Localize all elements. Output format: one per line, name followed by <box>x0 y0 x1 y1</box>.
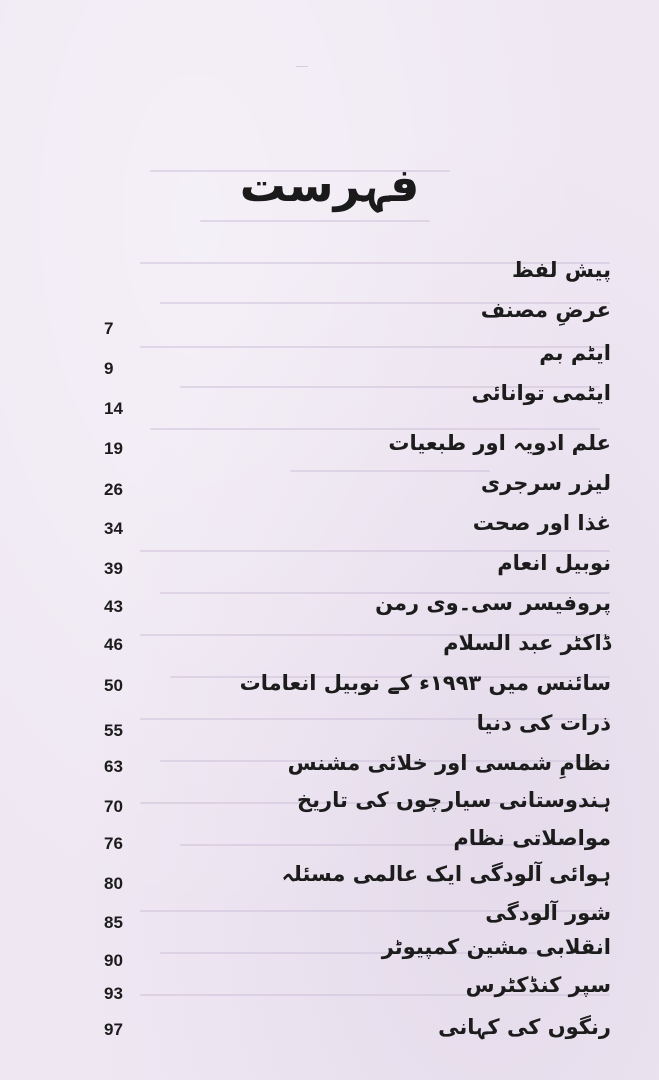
toc-entry-label: پیش لفظ <box>512 258 611 282</box>
toc-entry-label: ہوائی آلودگی ایک عالمی مسئلہ <box>281 862 611 886</box>
toc-page-number: 39 <box>104 559 123 578</box>
toc-entry-label: نظامِ شمسی اور خلائی مشنس <box>287 751 611 775</box>
toc-entry-label: انقلابی مشین کمپیوٹر <box>381 935 611 959</box>
page-mark <box>296 66 308 71</box>
toc-entry-label: سائنس میں ۱۹۹۳ء کے نوبیل انعامات <box>239 671 611 695</box>
toc-entry-label: عرضِ مصنف <box>480 298 611 322</box>
toc-page-number: 50 <box>104 676 123 695</box>
toc-page-number: 70 <box>104 797 123 816</box>
toc-page-number: 97 <box>104 1020 123 1039</box>
toc-entry-label: ہندوستانی سیارچوں کی تاریخ <box>297 788 611 812</box>
toc-page-number: 19 <box>104 439 123 458</box>
page-title: فہرست <box>239 158 420 212</box>
toc-page-number: 7 <box>104 319 114 338</box>
toc-page-number: 55 <box>104 721 123 740</box>
toc-entry-label: ڈاکٹر عبد السلام <box>443 631 611 655</box>
toc-page-number: 76 <box>104 834 123 853</box>
toc-page-number: 34 <box>104 519 123 538</box>
toc-page-number: 93 <box>104 984 123 1003</box>
toc-entry-label: غذا اور صحت <box>472 511 611 535</box>
toc-page-number: 63 <box>104 757 123 776</box>
toc-entry-label: ایٹم بم <box>539 341 611 365</box>
table-of-contents <box>0 255 659 1075</box>
toc-entry-label: مواصلاتی نظام <box>453 826 611 850</box>
toc-page-number: 9 <box>104 359 114 378</box>
toc-page-number: 43 <box>104 597 123 616</box>
toc-page-number: 85 <box>104 913 123 932</box>
toc-entry-label: شور آلودگی <box>485 901 611 925</box>
toc-page-number: 14 <box>104 399 123 418</box>
toc-page-number: 46 <box>104 635 123 654</box>
toc-entry-label: علم ادویہ اور طبعیات <box>388 431 611 455</box>
toc-entry-label: ذرات کی دنیا <box>476 711 611 735</box>
toc-page-number: 80 <box>104 874 123 893</box>
toc-entry-label: پروفیسر سی۔وی رمن <box>375 591 611 615</box>
toc-entry-label: سپر کنڈکٹرس <box>465 973 611 997</box>
toc-entry-label: نوبیل انعام <box>497 551 611 575</box>
toc-page-number: 90 <box>104 951 123 970</box>
toc-page-number: 26 <box>104 480 123 499</box>
toc-entry-label: لیزر سرجری <box>480 471 611 495</box>
toc-entry-label: رنگوں کی کہانی <box>438 1015 611 1039</box>
toc-entry-label: ایٹمی توانائی <box>471 381 611 405</box>
